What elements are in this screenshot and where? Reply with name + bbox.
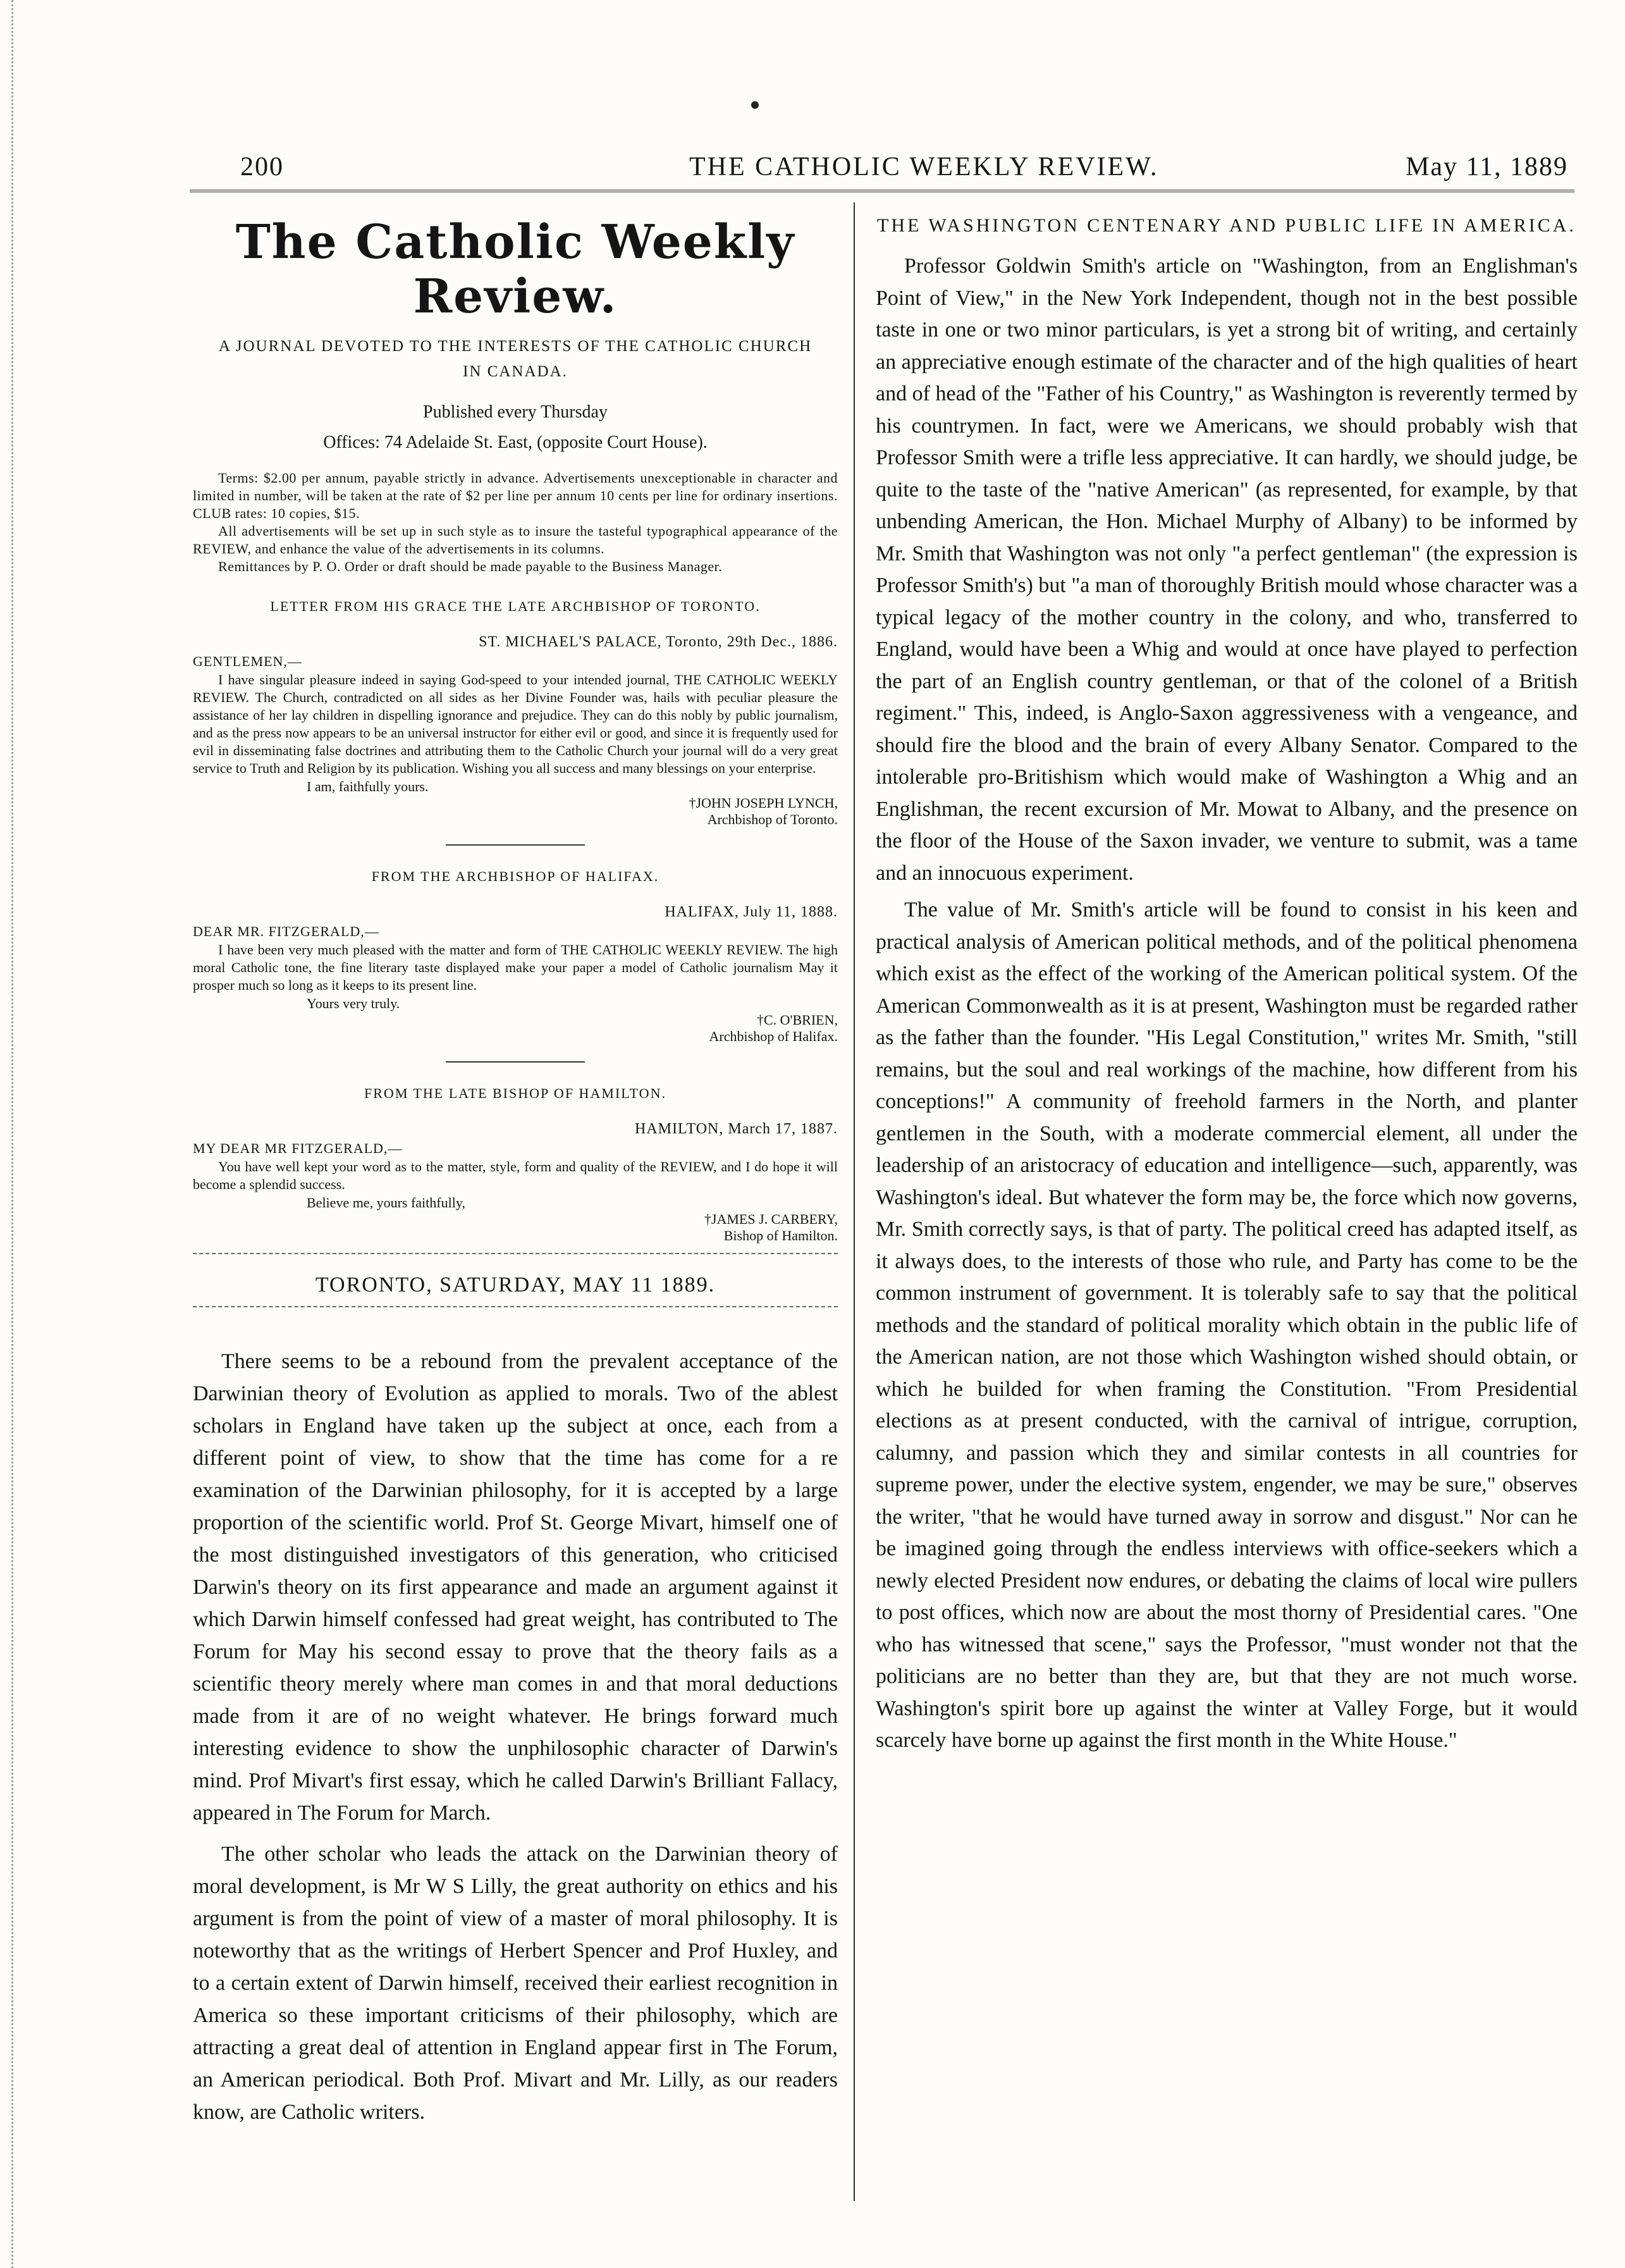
letter-body: You have well kept your word as to the matter, style, form and quality of the REVIEW, and I do hope it will become a splendid success. xyxy=(193,1159,838,1192)
editorial-paragraph: There seems to be a rebound from the prevalent acceptance of the Darwinian theory of Evolution as applied to morals. Two of the ablest scholars in England have taken up the subject at once, each from a different point of view, to show that the time has come for a re examination of the Darwinian philosophy, for it is accepted by a large proportion of the scientific world. Prof St. George Mivart, himself one of the most distinguished investigators of this generation, who criticised Darwin's theory on its first appearance and made an argument against it which Darwin himself confessed had great weight, has contributed to The Forum for May his second essay to prove that the theory fails as a scientific theory merely where man comes in and that moral deductions made from it are of no weight whatever. He brings forward much interesting evidence to show the unphilosophic character of Darwin's mind. Prof Mivart's first essay, which he called Darwin's Brilliant Fallacy, appeared in The Forum for March. xyxy=(193,1350,838,1825)
letter-heading: FROM THE ARCHBISHOP OF HALIFAX. xyxy=(371,868,659,884)
publication-name: THE CATHOLIC WEEKLY REVIEW. xyxy=(689,152,1159,182)
office-address: Offices: 74 Adelaide St. East, (opposite Court House). xyxy=(323,433,708,452)
letter-signer-title: Archbishop of Halifax. xyxy=(709,1028,838,1044)
letter-place-date: ST. MICHAEL'S PALACE, Toronto, 29th Dec., 1886. xyxy=(479,634,838,650)
letter-salutation: MY DEAR MR FITZGERALD,— xyxy=(193,1140,403,1156)
letter-closing: I am, faithfully yours. xyxy=(307,779,429,794)
ink-dot xyxy=(751,101,759,109)
terms-text: Terms: $2.00 per annum, payable strictly in advance. Advertisements unexceptionable in character and limited in number, will be taken at the rate of $2 per line per annum 10 cents per line for ordinary insertions. CLUB rates: 10 copies, $15. xyxy=(193,470,838,521)
right-column xyxy=(876,209,1578,1762)
letter-salutation: GENTLEMEN,— xyxy=(193,653,302,669)
dash-rule xyxy=(193,1306,838,1307)
editorial-body xyxy=(193,1345,838,2128)
letter-heading: FROM THE LATE BISHOP OF HAMILTON. xyxy=(364,1085,666,1101)
terms-block xyxy=(193,469,838,576)
letter-body: I have singular pleasure indeed in saying God-speed to your intended journal, THE CATHOLIC WEEKLY REVIEW. The Church, contradicted on all sides as her Divine Founder was, hails with peculiar pleasure the assistance of her lay children in dispelling ignorance and prejudice. They can do this nobly by public journalism, and as the press now appears to be an universal instructor for either evil or good, and since it is frequently used for evil in disseminating false doctrines and attributing them to the Catholic Church your journal will do a very great service to Truth and Religion by its publication. Wishing you all success and many blessings on your enterprise. xyxy=(193,672,838,776)
page-number: 200 xyxy=(240,152,284,182)
article-heading: THE WASHINGTON CENTENARY AND PUBLIC LIFE IN AMERICA. xyxy=(877,215,1576,236)
issue-date: May 11, 1889 xyxy=(1406,152,1568,182)
left-column xyxy=(193,209,838,2137)
masthead-subtitle: A JOURNAL DEVOTED TO THE INTERESTS OF THE CATHOLIC CHURCH IN CANADA. xyxy=(218,338,812,380)
letter-closing: Believe me, yours faithfully, xyxy=(307,1195,465,1211)
running-head xyxy=(240,139,1574,190)
letter-body: I have been very much pleased with the matter and form of THE CATHOLIC WEEKLY REVIEW. The high moral Catholic tone, the fine literary taste displayed make your paper a model of Catholic journalism May it prosper much so long as it keeps to its present line. xyxy=(193,942,838,993)
letter-place-date: HAMILTON, March 17, 1887. xyxy=(635,1121,838,1137)
letter-signer-title: Bishop of Hamilton. xyxy=(723,1228,838,1243)
header-rule xyxy=(190,190,1574,192)
column-rule xyxy=(854,202,855,2201)
letter-closing: Yours very truly. xyxy=(307,995,400,1011)
masthead-title: The Catholic Weekly Review. xyxy=(235,215,795,324)
letter-heading: LETTER FROM HIS GRACE THE LATE ARCHBISHOP OF TORONTO. xyxy=(270,598,761,614)
letter-salutation: DEAR MR. FITZGERALD,— xyxy=(193,923,379,939)
publication-schedule: Published every Thursday xyxy=(423,402,608,422)
dash-rule xyxy=(193,1253,838,1254)
section-rule xyxy=(446,844,585,846)
article-paragraph: Professor Goldwin Smith's article on "Washington, from an Englishman's Point of View," in the New York Independent, though not in the best possible taste in one or two minor particulars, is yet a strong bit of writing, and certainly an appreciative enough estimate of the character and of the high qualities of heart and of head of the "Father of his Country," as Washington is reverently termed by his countrymen. In fact, were we Americans, we should probably wish that Professor Smith were a trifle less appreciative. It can hardly, we should judge, be quite to the taste of the "native American" (as represented, for example, by that unbending American, the Hon. Michael Murphy of Albany) to be informed by Mr. Smith that Washington was not only "a perfect gentleman" (the expression is Professor Smith's) but "a man of thoroughly British mould whose character was a typical legacy of the mother country in the colony, and who, transferred to England, would have been a Whig and would at once have played to perfection the part of an English country gentleman, or that of the colonel of a British regiment." This, indeed, is Anglo-Saxon aggressiveness with a vengeance, and should fire the blood and the brain of every Albany Senator. Compared to the intolerable pro-Britishism which would make of Washington a Whig and an Englishman, the recent excursion of Mr. Mowat to Albany, and the presence on the floor of the House of the Saxon invader, we venture to submit, was a tame and an innocuous experiment. xyxy=(876,254,1578,885)
article-paragraph: The value of Mr. Smith's article will be found to consist in his keen and practical analysis of American political methods, and of the political phenomena which exist as the effect of the working of the American political system. Of the American Commonwealth as it is at present, Washington must be regarded rather as the father than the founder. "His Legal Constitution," writes Mr. Smith, "still remains, but the soul and real workings of the machine, how different from his conceptions!" A community of freehold farmers in the North, and planter gentlemen in the South, with a moderate commercial element, all under the leadership of an aristocracy of education and intelligence—such, apparently, was Washington's ideal. But whatever the form may be, the force which now governs, Mr. Smith correctly says, is that of party. The political creed has adapted itself, as it always does, to the interests of those who rule, and Party has come to be the common instrument of government. It is tolerably safe to say that the political methods and the standard of political morality which obtain in the public life of the American nation, are not those which Washington wished should obtain, or which he builded for when framing the Constitution. "From Presidential elections as at present conducted, with the carnival of intrigue, corruption, calumny, and passion which they and similar contests in all countries for supreme power, under the elective system, engender, we may be sure," observes the writer, "that he would have turned away in sorrow and disgust." Nor can he be imagined going through the endless interviews with office-seekers which a newly elected President now endures, or debating the claims of local wire pullers to post offices, which now are about the most thorny of Presidential cares. "One who has witnessed that scene," says the Professor, "must wonder not that the politicians are no better than they are, but that they are not much worse. Washington's spirit bore up against the winter at Valley Forge, but it would scarcely have borne up against the first month in the White House." xyxy=(876,898,1578,1752)
letter-signer: †JOHN JOSEPH LYNCH, xyxy=(689,795,838,811)
letter-signer: †JAMES J. CARBERY, xyxy=(704,1211,838,1227)
letter-signer-title: Archbishop of Toronto. xyxy=(707,811,838,827)
letter-place-date: HALIFAX, July 11, 1888. xyxy=(665,904,838,920)
editorial-dateline: TORONTO, SATURDAY, MAY 11 1889. xyxy=(315,1273,716,1297)
editorial-paragraph: The other scholar who leads the attack on the Darwinian theory of moral development, is Mr W S Lilly, the great authority on ethics and his argument is from the point of view of a master of moral philosophy. It is noteworthy that as the writings of Herbert Spencer and Prof Huxley, and to a certain extent of Darwin himself, received their earliest recognition in America so these important criticisms of their philosophy, which are attracting a great deal of attention in England appear first in The Forum, an American periodical. Both Prof. Mivart and Mr. Lilly, as our readers know, are Catholic writers. xyxy=(193,1842,838,2124)
ads-note: All advertisements will be set up in such style as to insure the tasteful typographical appearance of the REVIEW, and enhance the value of the advertisements in its columns. xyxy=(193,523,838,557)
remittance-note: Remittances by P. O. Order or draft should be made payable to the Business Manager. xyxy=(218,558,723,574)
scan-edge-marks xyxy=(11,0,51,2268)
letter-signer: †C. O'BRIEN, xyxy=(756,1012,838,1028)
article-body xyxy=(876,250,1578,1757)
section-rule xyxy=(446,1061,585,1063)
